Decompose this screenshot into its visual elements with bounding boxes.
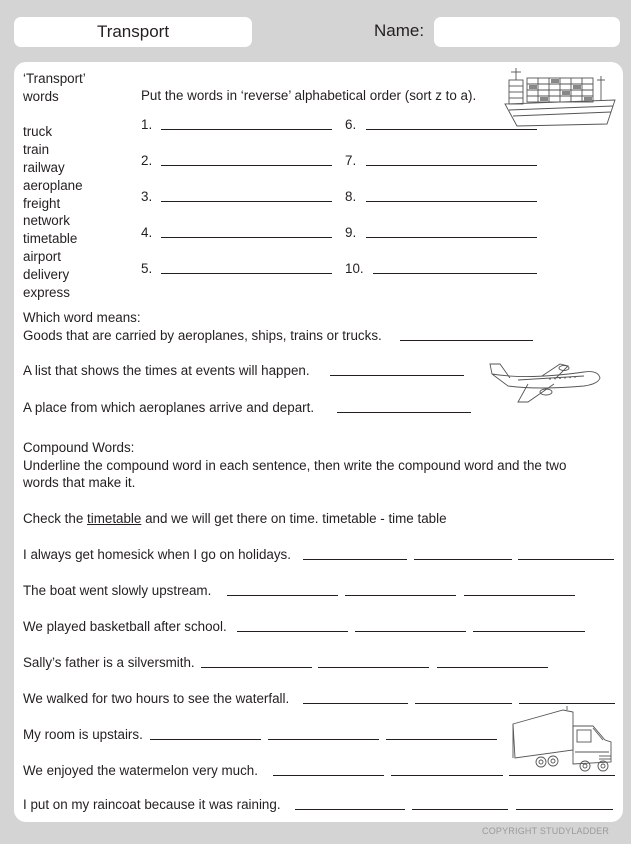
compound-blank[interactable] (464, 595, 575, 596)
compound-blank[interactable] (355, 631, 466, 632)
answer-blank-3[interactable] (161, 201, 332, 202)
meaning-answer-2[interactable] (330, 375, 464, 376)
compound-blank[interactable] (391, 775, 503, 776)
page-title: Transport (96, 22, 170, 41)
compound-heading: Compound Words: (23, 440, 135, 455)
answer-number: 7. (345, 153, 357, 168)
meaning-question-2: A list that shows the times at events will happen. (23, 363, 310, 378)
compound-blank[interactable] (318, 667, 429, 668)
compound-instruction-2: words that make it. (23, 475, 136, 490)
answer-blank-7[interactable] (366, 165, 537, 166)
answer-blank-8[interactable] (366, 201, 537, 202)
answer-number: 3. (141, 189, 153, 204)
compound-blank[interactable] (386, 739, 497, 740)
name-label: Name: (374, 21, 425, 40)
title-box (14, 17, 252, 47)
compound-blank[interactable] (437, 667, 548, 668)
copyright-notice: COPYRIGHT STUDYLADDER (482, 826, 610, 836)
compound-example (23, 510, 447, 527)
aeroplane-icon (488, 360, 602, 406)
compound-blank[interactable] (268, 739, 379, 740)
compound-blank[interactable] (518, 559, 614, 560)
example-underlined-word: timetable (87, 511, 142, 526)
answer-number: 9. (345, 225, 357, 240)
compound-sentence-2: The boat went slowly upstream. (23, 583, 212, 598)
list-item: delivery (23, 267, 70, 282)
truck-icon (511, 706, 617, 772)
compound-blank[interactable] (519, 703, 615, 704)
answer-blank-9[interactable] (366, 237, 537, 238)
compound-blank[interactable] (414, 559, 512, 560)
compound-sentence-5: We walked for two hours to see the waterfall. (23, 691, 290, 706)
word-box-heading-2: words (23, 89, 59, 104)
answer-blank-4[interactable] (161, 237, 332, 238)
compound-sentence-7: We enjoyed the watermelon very much. (23, 763, 258, 778)
compound-sentence-6: My room is upstairs. (23, 727, 143, 742)
answer-blank-2[interactable] (161, 165, 332, 166)
answer-number: 6. (345, 117, 357, 132)
meaning-answer-1[interactable] (400, 340, 533, 341)
compound-sentence-3: We played basketball after school. (23, 619, 227, 634)
name-field[interactable] (434, 17, 620, 47)
meaning-heading: Which word means: (23, 310, 141, 325)
answer-number: 1. (141, 117, 153, 132)
list-item: train (23, 142, 50, 157)
answer-blank-1[interactable] (161, 129, 332, 130)
answer-number: 8. (345, 189, 357, 204)
list-item: network (23, 213, 70, 228)
example-text-before: Check the (23, 511, 88, 526)
compound-blank[interactable] (415, 703, 512, 704)
compound-blank[interactable] (473, 631, 585, 632)
compound-blank[interactable] (295, 809, 405, 810)
list-item: truck (23, 124, 53, 139)
list-item: airport (23, 249, 61, 264)
list-item: express (23, 285, 70, 300)
compound-instruction-1: Underline the compound word in each sentence, then write the compound word and the two (23, 458, 567, 473)
answer-number: 10. (345, 261, 364, 276)
compound-blank[interactable] (237, 631, 348, 632)
compound-blank[interactable] (150, 739, 261, 740)
compound-blank[interactable] (227, 595, 338, 596)
meaning-answer-3[interactable] (337, 412, 471, 413)
list-item: railway (23, 160, 65, 175)
compound-blank[interactable] (273, 775, 384, 776)
compound-sentence-1: I always get homesick when I go on holidays. (23, 547, 291, 562)
compound-blank[interactable] (201, 667, 312, 668)
answer-number: 2. (141, 153, 153, 168)
compound-sentence-4: Sally’s father is a silversmith. (23, 655, 195, 670)
example-text-after: and we will get there on time. timetable - time table (141, 511, 447, 526)
list-item: timetable (23, 231, 78, 246)
compound-blank[interactable] (412, 809, 508, 810)
sort-instruction: Put the words in ‘reverse’ alphabetical order (sort z to a). (141, 88, 477, 103)
answer-number: 5. (141, 261, 153, 276)
list-item: aeroplane (23, 178, 83, 193)
compound-blank[interactable] (345, 595, 456, 596)
answer-blank-10[interactable] (373, 273, 537, 274)
compound-sentence-8: I put on my raincoat because it was raining. (23, 797, 281, 812)
compound-blank[interactable] (303, 703, 408, 704)
compound-blank[interactable] (509, 775, 615, 776)
list-item: freight (23, 196, 61, 211)
compound-blank[interactable] (516, 809, 613, 810)
cargo-ship-icon (503, 66, 621, 130)
word-box-heading: ‘Transport’ (23, 71, 86, 86)
answer-number: 4. (141, 225, 153, 240)
answer-blank-5[interactable] (161, 273, 332, 274)
compound-blank[interactable] (303, 559, 407, 560)
meaning-question-3: A place from which aeroplanes arrive and depart. (23, 400, 315, 415)
meaning-question-1: Goods that are carried by aeroplanes, ships, trains or trucks. (23, 328, 382, 343)
